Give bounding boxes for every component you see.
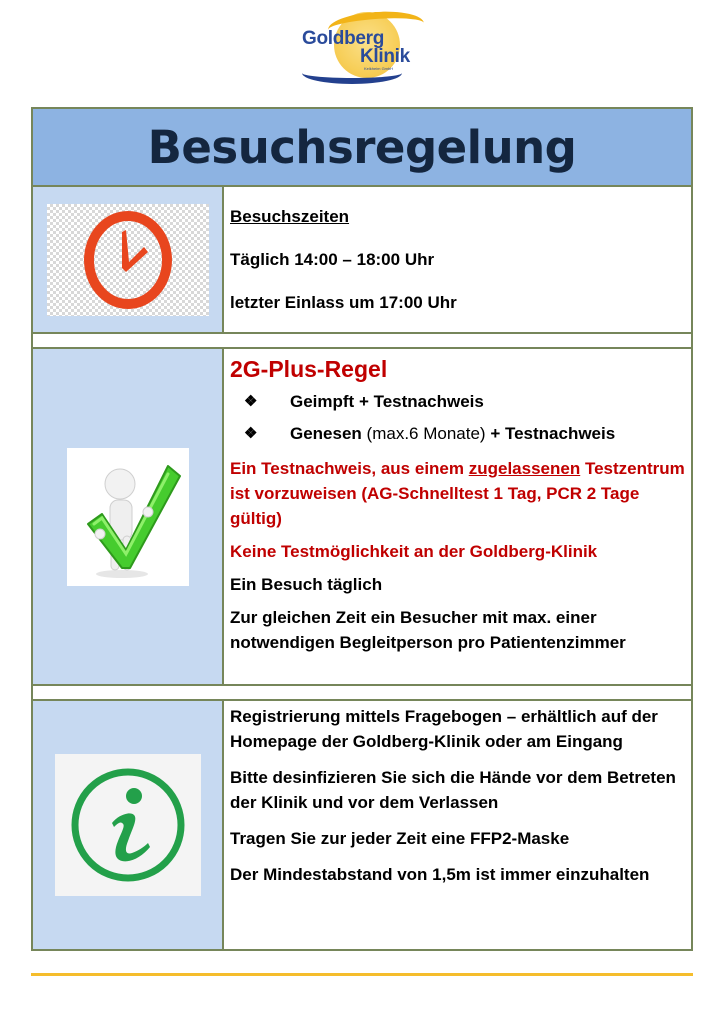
visiting-hours-icon-cell [33,187,224,332]
diamond-bullet-icon: ❖ [244,392,258,410]
info-image [55,754,201,896]
info-row [33,701,691,949]
visitor-limit: Zur gleichen Zeit ein Besucher mit max. einer notwendigen Begleitperson pro Patientenzimmer [230,608,626,652]
checkmark-person-image [67,448,189,586]
bullet-text-bold-after: + Testnachweis [490,423,616,443]
no-testing-notice: Keine Testmöglichkeit an der Goldberg-Klinik [230,542,598,561]
logo-text-subtitle: Kelkheim GmbH [364,66,394,71]
visiting-hours-heading: Besuchszeiten [230,207,350,226]
last-entry-time: letzter Einlass um 17:00 Uhr [230,293,457,312]
bullet-text: Geimpft + Testnachweis [290,391,484,411]
distance-info: Der Mindestabstand von 1,5m ist immer einzuhalten [230,865,650,884]
visiting-rules-table [31,107,693,951]
info-icon-cell [33,701,224,949]
diamond-bullet-icon: ❖ [244,424,258,442]
footer-divider [31,973,693,976]
logo-text-klinik: Klinik [360,46,410,67]
info-icon [68,765,188,885]
test-notice-underlined: zugelassenen [468,459,581,478]
goldberg-klinik-logo [298,10,428,80]
bullet-item-recovered [230,417,685,449]
bullet-item-vaccinated [230,385,685,417]
mask-info: Tragen Sie zur jeder Zeit eine FFP2-Maske [230,829,570,848]
clock-image [47,204,209,316]
one-visit-per-day: Ein Besuch täglich [230,575,383,594]
page-title: Besuchsregelung [147,120,577,174]
2g-plus-bullet-list [230,385,685,449]
checkmark-person-icon [70,452,186,582]
2g-plus-icon-cell [33,349,224,684]
clock-icon [82,210,174,310]
row-spacer [33,334,691,349]
title-banner [33,109,691,187]
2g-plus-row [33,349,691,686]
registration-info: Registrierung mittels Fragebogen – erhältlich auf der Homepage der Goldberg-Klinik oder am Eingang [230,707,658,751]
visiting-hours-row [33,187,691,334]
bullet-text-bold: Genesen [290,423,362,443]
disinfection-info: Bitte desinfizieren Sie sich die Hände vor dem Betreten der Klinik und vor dem Verlassen [230,768,676,812]
test-notice-text: Ein Testnachweis, aus einem [230,459,469,478]
2g-plus-content [224,349,691,684]
test-notice [230,456,685,531]
visiting-hours-content [224,187,691,332]
logo-text-goldberg: Goldberg [302,28,385,49]
visiting-hours-times: Täglich 14:00 – 18:00 Uhr [230,250,435,269]
2g-plus-title: 2G-Plus-Regel [230,356,388,382]
bullet-text-normal: (max.6 Monate) [361,423,491,443]
test-notice-text-cont: Testzentrum ist vorzuweisen (AG-Schnelltest 1 Tag, PCR 2 Tage gültig) [230,459,685,528]
info-content [224,701,691,949]
row-spacer [33,686,691,701]
